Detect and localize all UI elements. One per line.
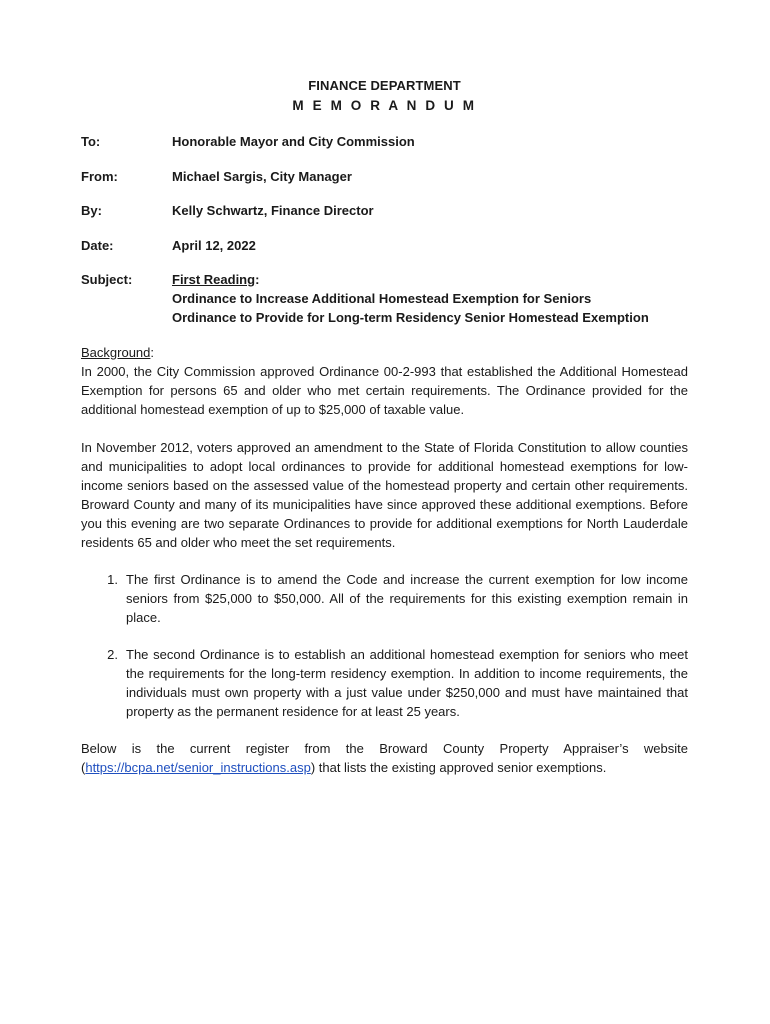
background-heading: Background xyxy=(81,344,151,360)
list-item xyxy=(81,570,688,627)
subject-reading-line: First Reading: xyxy=(172,272,260,287)
to-value: Honorable Mayor and City Commission xyxy=(172,134,415,149)
subject-label: Subject: xyxy=(81,272,133,287)
list-item-text: The first Ordinance is to amend the Code and increase the current exemption for low income seniors from $25,000 to $50,000. All of the requirements for this existing exemption remain in place. xyxy=(126,571,688,625)
background-paragraph-1: In 2000, the City Commission approved Ordinance 00-2-993 that established the Additional Homestead Exemption for persons 65 and older who met certain requirements. The Ordinance provided for the additional homestead exemption of up to $25,000 of taxable value. xyxy=(81,363,688,417)
ordinance-list xyxy=(81,570,688,721)
closing-text-pre: Below is the current register from the Broward County Property Appraiser’s website ( xyxy=(81,740,688,775)
list-item xyxy=(81,645,688,721)
from-value: Michael Sargis, City Manager xyxy=(172,168,352,184)
memo-fields xyxy=(81,132,688,327)
subject-line-2: Ordinance to Provide for Long-term Residency Senior Homestead Exemption xyxy=(172,310,649,325)
department-heading: FINANCE DEPARTMENT xyxy=(308,78,461,93)
to-label: To: xyxy=(81,134,101,149)
background-paragraph-2: In November 2012, voters approved an amendment to the State of Florida Constitution to allow counties and municipalities to adopt local ordinances to provide for additional homestead exemptions for low-income seniors based on the assessed value of the homestead property and certain other requirements. Broward County and many of its municipalities have since approved these additional exemptions. Before you this evening are two separate Ordinances to provide for additional exemptions for North Lauderdale residents 65 and older who meet the set requirements. xyxy=(81,439,688,550)
from-label: From: xyxy=(81,168,118,184)
list-item-text: The second Ordinance is to establish an additional homestead exemption for seniors who meet the requirements for the long-term residency exemption. In addition to income requirements, the individuals must own property with a just value under $250,000 and must have maintained that property as the permanent residence for at least 25 years. xyxy=(126,646,688,719)
closing-paragraph xyxy=(81,739,688,777)
date-row xyxy=(81,236,688,255)
memo-page xyxy=(81,76,688,796)
closing-text-post: ) that lists the existing approved senior exemptions. xyxy=(310,759,607,775)
subject-row xyxy=(81,270,688,327)
subject-value xyxy=(172,270,688,327)
by-row xyxy=(81,201,688,220)
by-label: By: xyxy=(81,203,102,218)
from-row xyxy=(81,167,688,186)
by-value: Kelly Schwartz, Finance Director xyxy=(172,203,374,218)
subject-line-1: Ordinance to Increase Additional Homestead Exemption for Seniors xyxy=(172,291,592,306)
date-value: April 12, 2022 xyxy=(172,237,256,253)
date-label: Date: xyxy=(81,237,114,253)
background-heading-line: Background: xyxy=(81,344,155,360)
to-row xyxy=(81,132,688,151)
bcpa-link[interactable]: https://bcpa.net/senior_instructions.asp xyxy=(85,759,311,775)
memo-title: M E M O R A N D U M xyxy=(292,98,477,113)
list-item-number: 2. xyxy=(107,646,118,662)
subject-reading: First Reading xyxy=(172,272,256,287)
list-item-number: 1. xyxy=(107,571,118,587)
